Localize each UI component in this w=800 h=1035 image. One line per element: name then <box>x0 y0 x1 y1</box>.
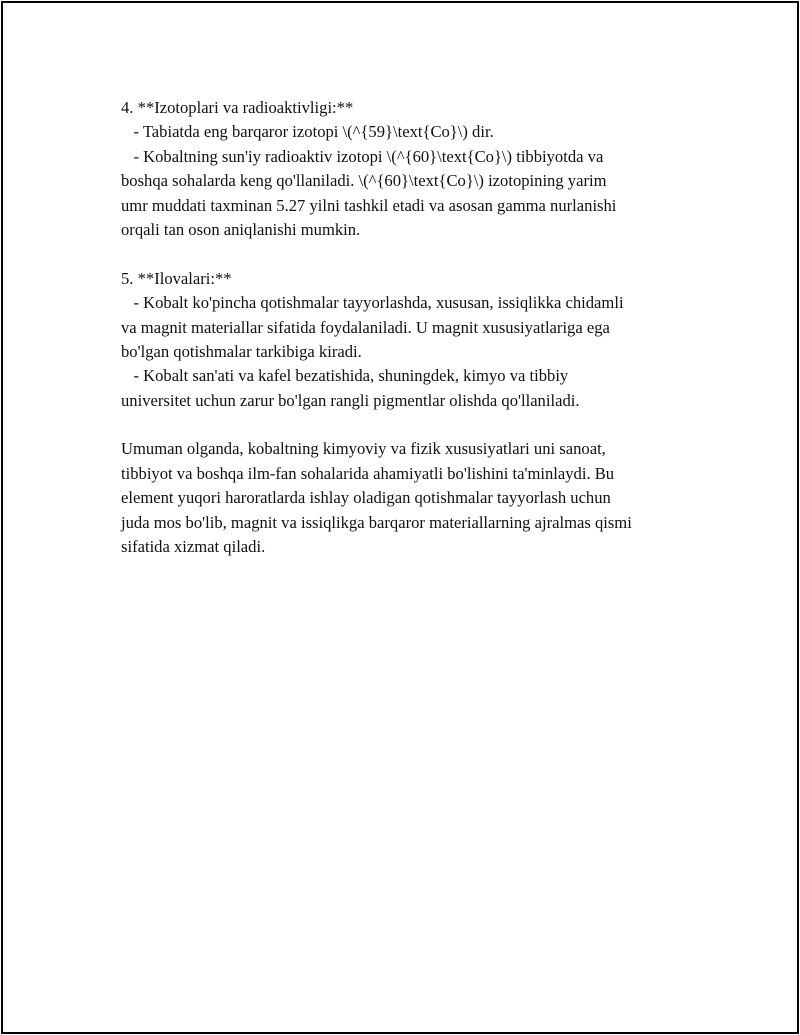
conclusion-line: juda mos bo'lib, magnit va issiqlikga barqaror materiallarning ajralmas qismi <box>121 512 632 532</box>
conclusion-line: sifatida xizmat qiladi. <box>121 537 266 557</box>
section-5-line: va magnit materiallar sifatida foydalaniladi. U magnit xususiyatlariga ega <box>121 317 610 337</box>
section-4-line: - Kobaltning sun'iy radioaktiv izotopi \(^{60}\text{Co}\) tibbiyotda va <box>121 146 604 166</box>
section-4-line: - Tabiatda eng barqaror izotopi \(^{59}\text{Co}\) dir. <box>121 122 494 142</box>
document-body <box>121 96 721 559</box>
page-frame <box>1 1 799 1034</box>
paragraph-gap <box>121 413 721 437</box>
section-4-line: orqali tan oson aniqlanishi mumkin. <box>121 219 361 239</box>
section-5-heading: 5. **Ilovalari:** <box>121 268 232 288</box>
section-5-line: - Kobalt ko'pincha qotishmalar tayyorlashda, xususan, issiqlikka chidamli <box>121 293 624 313</box>
conclusion-line: tibbiyot va boshqa ilm-fan sohalarida ahamiyatli bo'lishini ta'minlaydi. Bu <box>121 463 615 483</box>
section-4-heading: 4. **Izotoplari va radioaktivligi:** <box>121 98 354 117</box>
paragraph-gap <box>121 242 721 266</box>
section-5-line: - Kobalt san'ati va kafel bezatishida, shuningdek, kimyo va tibbiy <box>121 366 569 386</box>
section-4-line: umr muddati taxminan 5.27 yilni tashkil etadi va asosan gamma nurlanishi <box>121 195 617 215</box>
conclusion-line: Umuman olganda, kobaltning kimyoviy va fizik xususiyatlari uni sanoat, <box>121 439 606 459</box>
section-5-line: bo'lgan qotishmalar tarkibiga kiradi. <box>121 341 362 361</box>
section-5-line: universitet uchun zarur bo'lgan rangli pigmentlar olishda qo'llaniladi. <box>121 390 580 410</box>
conclusion-line: element yuqori haroratlarda ishlay oladigan qotishmalar tayyorlash uchun <box>121 488 611 508</box>
section-4-line: boshqa sohalarda keng qo'llaniladi. \(^{60}\text{Co}\) izotopining yarim <box>121 171 607 191</box>
